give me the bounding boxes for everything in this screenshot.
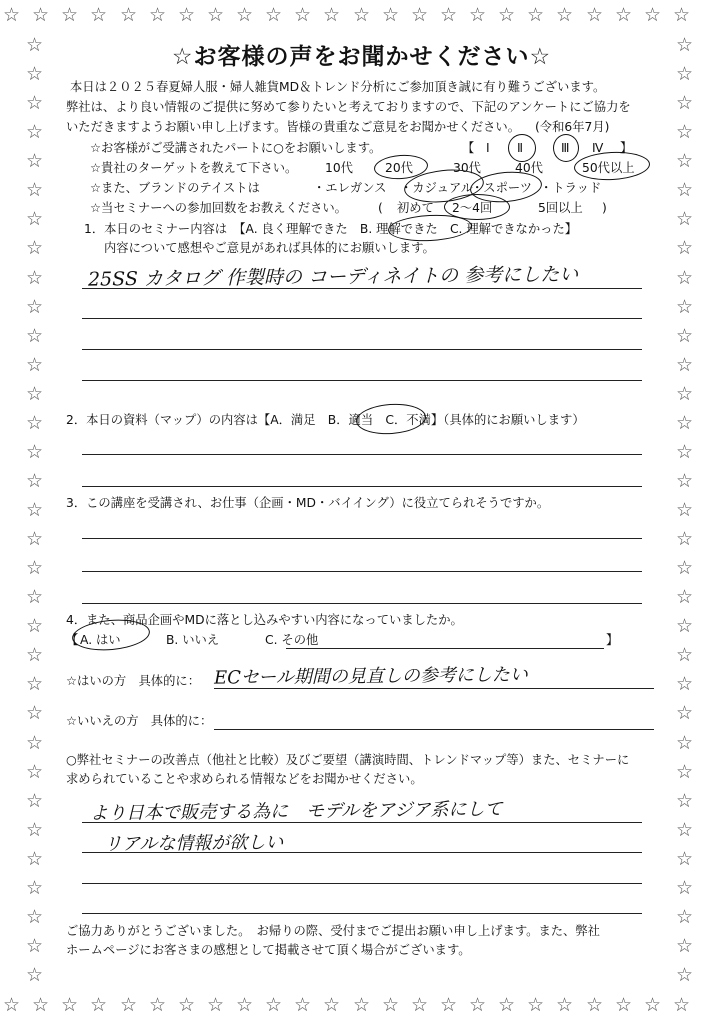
border-star-icon: ☆ (676, 237, 694, 259)
border-star-icon: ☆ (469, 4, 487, 26)
border-star-icon: ☆ (615, 4, 633, 26)
border-star-icon: ☆ (26, 63, 44, 85)
yes-label: ☆はいの方 具体的に： (66, 674, 200, 688)
border-star-icon: ☆ (527, 4, 545, 26)
part-3-circle-mark (553, 134, 579, 162)
q4-other-line[interactable] (286, 648, 604, 649)
taste-option-elegance[interactable]: ・エレガンス (313, 181, 387, 195)
q3-answer-line-3[interactable] (82, 603, 642, 604)
border-star-icon: ☆ (26, 208, 44, 230)
yes-answer-line[interactable] (214, 688, 654, 689)
part-option-4[interactable]: Ⅳ (592, 141, 604, 155)
border-star-icon: ☆ (469, 994, 487, 1016)
border-star-icon: ☆ (26, 267, 44, 289)
border-star-icon: ☆ (26, 470, 44, 492)
improve-line-2: 求められていることや求められる情報などをお聞かせください。 (66, 772, 423, 786)
closing-line-2: ホームページにお客さまの感想として掲載させて頂く場合がございます。 (66, 943, 471, 957)
target-option-50s-plus[interactable]: 50代以上 (582, 161, 635, 175)
q1-b-circle-mark (387, 213, 472, 243)
border-star-icon: ☆ (26, 673, 44, 695)
q1-answer-line-4[interactable] (82, 380, 642, 381)
border-star-icon: ☆ (26, 354, 44, 376)
part-2-circle-mark (508, 134, 536, 162)
border-star-icon: ☆ (26, 732, 44, 754)
border-star-icon: ☆ (676, 964, 694, 986)
border-star-icon: ☆ (32, 4, 50, 26)
yes-handwritten-answer: ECセール期間の見直しの参考にしたい (213, 664, 528, 689)
border-star-icon: ☆ (676, 179, 694, 201)
border-star-icon: ☆ (120, 994, 138, 1016)
intro-line-3: いただきますようお願い申し上げます。皆様の貴重なご意見をお聞かせください。 (66, 120, 521, 134)
q1-text: 1．本日のセミナー内容は 【A. 良く理解できた B. 理解できた C. 理解できなかった】 (84, 222, 578, 236)
part-close-bracket: 】 (620, 141, 633, 155)
border-star-icon: ☆ (676, 325, 694, 347)
border-star-icon: ☆ (676, 267, 694, 289)
border-star-icon: ☆ (676, 354, 694, 376)
border-star-icon: ☆ (26, 499, 44, 521)
border-star-icon: ☆ (676, 383, 694, 405)
border-star-icon: ☆ (586, 994, 604, 1016)
border-star-icon: ☆ (26, 528, 44, 550)
target-option-20s[interactable]: 20代 (385, 161, 413, 175)
improve-handwritten-answer-1: より日本で販売する為に モデルをアジア系にして (89, 798, 503, 825)
improve-line-1: ○弊社セミナーの改善点（他社と比較）及びご要望（講演時間、トレンドマップ等）また、セミナーに (66, 753, 630, 767)
border-star-icon: ☆ (26, 615, 44, 637)
count-option-2-4[interactable]: 2～4回 (452, 201, 493, 215)
q1-answer-line-2[interactable] (82, 318, 642, 319)
q4-close-bracket: 】 (606, 633, 619, 647)
border-star-icon: ☆ (676, 615, 694, 637)
part-option-1[interactable]: Ⅰ (486, 141, 490, 155)
page-title: ☆お客様の声をお聞かせください☆ (171, 44, 552, 70)
border-star-icon: ☆ (382, 994, 400, 1016)
border-star-icon: ☆ (26, 935, 44, 957)
border-star-icon: ☆ (294, 994, 312, 1016)
border-star-icon: ☆ (676, 906, 694, 928)
border-star-icon: ☆ (26, 441, 44, 463)
border-star-icon: ☆ (676, 150, 694, 172)
border-star-icon: ☆ (498, 994, 516, 1016)
border-star-icon: ☆ (323, 994, 341, 1016)
border-star-icon: ☆ (236, 994, 254, 1016)
border-star-icon: ☆ (676, 586, 694, 608)
border-star-icon: ☆ (26, 150, 44, 172)
border-star-icon: ☆ (26, 702, 44, 724)
border-star-icon: ☆ (3, 994, 21, 1016)
improve-answer-line-4[interactable] (82, 913, 642, 914)
border-star-icon: ☆ (615, 994, 633, 1016)
target-50s-circle-mark (573, 150, 650, 182)
border-star-icon: ☆ (676, 441, 694, 463)
q3-answer-line-2[interactable] (82, 571, 642, 572)
border-star-icon: ☆ (411, 994, 429, 1016)
improve-answer-line-1[interactable] (82, 822, 642, 823)
border-star-icon: ☆ (90, 4, 108, 26)
border-star-icon: ☆ (26, 237, 44, 259)
q2-answer-line-1[interactable] (82, 454, 642, 455)
border-star-icon: ☆ (586, 4, 604, 26)
border-star-icon: ☆ (207, 994, 225, 1016)
border-star-icon: ☆ (120, 4, 138, 26)
no-answer-line[interactable] (214, 729, 654, 730)
border-star-icon: ☆ (26, 325, 44, 347)
part-option-2[interactable]: Ⅱ (517, 141, 524, 155)
border-star-icon: ☆ (26, 179, 44, 201)
improve-answer-line-2[interactable] (82, 852, 642, 853)
border-star-icon: ☆ (90, 994, 108, 1016)
border-star-icon: ☆ (26, 790, 44, 812)
border-star-icon: ☆ (26, 121, 44, 143)
q3-answer-line-1[interactable] (82, 538, 642, 539)
border-star-icon: ☆ (323, 4, 341, 26)
border-star-icon: ☆ (26, 761, 44, 783)
border-star-icon: ☆ (676, 761, 694, 783)
border-star-icon: ☆ (26, 848, 44, 870)
border-star-icon: ☆ (32, 994, 50, 1016)
border-star-icon: ☆ (676, 412, 694, 434)
count-question: ☆当セミナーへの参加回数をお教えください。 (90, 201, 347, 215)
q1-handwritten-answer: 25SS カタログ 作製時の コーディネイトの 参考にしたい (87, 263, 579, 291)
border-star-icon: ☆ (61, 4, 79, 26)
q4-open-bracket: 【 (66, 633, 79, 647)
q4-text: 4．また、商品企画やMDに落とし込みやすい内容になっていましたか。 (66, 613, 463, 627)
border-star-icon: ☆ (644, 4, 662, 26)
border-star-icon: ☆ (3, 4, 21, 26)
border-star-icon: ☆ (556, 994, 574, 1016)
part-option-3[interactable]: Ⅲ (561, 141, 570, 155)
border-star-icon: ☆ (676, 557, 694, 579)
border-star-icon: ☆ (26, 819, 44, 841)
border-star-icon: ☆ (644, 994, 662, 1016)
target-option-40s[interactable]: 40代 (515, 161, 543, 175)
border-star-icon: ☆ (676, 732, 694, 754)
border-star-icon: ☆ (676, 121, 694, 143)
border-star-icon: ☆ (676, 208, 694, 230)
taste-option-trad[interactable]: ・トラッド (540, 181, 602, 195)
border-star-icon: ☆ (178, 4, 196, 26)
part-open-bracket: 【 (462, 141, 475, 155)
border-star-icon: ☆ (26, 586, 44, 608)
border-star-icon: ☆ (26, 557, 44, 579)
intro-line-2: 弊社は、より良い情報のご提供に努めて参りたいと考えておりますので、下記のアンケートにご協力を (66, 100, 631, 114)
border-star-icon: ☆ (207, 4, 225, 26)
q2-answer-line-2[interactable] (82, 486, 642, 487)
border-star-icon: ☆ (382, 4, 400, 26)
target-option-30s[interactable]: 30代 (453, 161, 481, 175)
border-star-icon: ☆ (676, 528, 694, 550)
no-label: ☆いいえの方 具体的に： (66, 714, 213, 728)
intro-line-1: 本日は２０２５春夏婦人服・婦人雑貨MD＆トレンド分析にご参加頂き誠に有り難うございます。 (70, 80, 606, 94)
border-star-icon: ☆ (527, 994, 545, 1016)
closing-line-1: ご協力ありがとうございました。 お帰りの際、受付までご提出お願い申し上げます。また、弊社 (66, 924, 600, 938)
border-star-icon: ☆ (26, 412, 44, 434)
count-close-paren: ) (602, 201, 607, 215)
border-star-icon: ☆ (676, 819, 694, 841)
part-question: ☆お客様がご受講されたパートに○をお願いします。 (90, 141, 382, 155)
border-star-icon: ☆ (676, 848, 694, 870)
border-star-icon: ☆ (26, 92, 44, 114)
improve-handwritten-answer-2: リアルな情報が欲しい (103, 832, 284, 855)
count-option-first[interactable]: 初めて (397, 201, 434, 215)
q4-option-other[interactable]: C. その他 (265, 633, 319, 647)
border-star-icon: ☆ (353, 4, 371, 26)
border-star-icon: ☆ (676, 673, 694, 695)
q3-text: 3．この講座を受講され、お仕事（企画・MD・バイイング）に役立てられそうですか。 (66, 496, 550, 510)
target-question: ☆貴社のターゲットを教えて下さい。 (90, 161, 298, 175)
border-star-icon: ☆ (676, 499, 694, 521)
target-option-10s[interactable]: 10代 (325, 161, 353, 175)
improve-answer-line-3[interactable] (82, 883, 642, 884)
border-star-icon: ☆ (676, 702, 694, 724)
border-star-icon: ☆ (556, 4, 574, 26)
border-star-icon: ☆ (676, 470, 694, 492)
border-star-icon: ☆ (265, 994, 283, 1016)
border-star-icon: ☆ (265, 4, 283, 26)
border-star-icon: ☆ (149, 4, 167, 26)
survey-date: (令和6年7月) (535, 120, 610, 134)
border-star-icon: ☆ (294, 4, 312, 26)
border-star-icon: ☆ (498, 4, 516, 26)
border-star-icon: ☆ (676, 63, 694, 85)
border-star-icon: ☆ (676, 34, 694, 56)
border-star-icon: ☆ (236, 4, 254, 26)
border-star-icon: ☆ (26, 877, 44, 899)
count-open-paren: ( (378, 201, 383, 215)
taste-question: ☆また、ブランドのテイストは (90, 181, 260, 195)
border-star-icon: ☆ (26, 383, 44, 405)
border-star-icon: ☆ (26, 964, 44, 986)
taste-option-sports[interactable]: ・スポーツ (471, 181, 532, 195)
q1-answer-line-3[interactable] (82, 349, 642, 350)
q2-b-circle-mark (355, 402, 427, 437)
q1-subtext: 内容について感想やご意見があれば具体的にお願いします。 (104, 241, 435, 255)
border-star-icon: ☆ (411, 4, 429, 26)
q4-option-yes[interactable]: A. はい (80, 633, 121, 647)
border-star-icon: ☆ (26, 644, 44, 666)
border-star-icon: ☆ (673, 994, 691, 1016)
border-star-icon: ☆ (26, 296, 44, 318)
border-star-icon: ☆ (676, 877, 694, 899)
border-star-icon: ☆ (26, 906, 44, 928)
border-star-icon: ☆ (673, 4, 691, 26)
border-star-icon: ☆ (676, 644, 694, 666)
border-star-icon: ☆ (676, 296, 694, 318)
border-star-icon: ☆ (178, 994, 196, 1016)
border-star-icon: ☆ (26, 34, 44, 56)
border-star-icon: ☆ (149, 994, 167, 1016)
border-star-icon: ☆ (353, 994, 371, 1016)
border-star-icon: ☆ (61, 994, 79, 1016)
taste-option-casual[interactable]: ・カジュアル (400, 181, 474, 195)
border-star-icon: ☆ (676, 92, 694, 114)
q4-option-no[interactable]: B. いいえ (166, 633, 220, 647)
border-star-icon: ☆ (676, 790, 694, 812)
q2-text: 2．本日の資料（マップ）の内容は【A．満足 B．適当 C．不満】（具体的にお願いします） (66, 413, 585, 427)
count-option-5plus[interactable]: 5回以上 (538, 201, 583, 215)
border-star-icon: ☆ (676, 935, 694, 957)
border-star-icon: ☆ (440, 4, 458, 26)
q1-answer-line-1[interactable] (82, 288, 642, 289)
border-star-icon: ☆ (440, 994, 458, 1016)
